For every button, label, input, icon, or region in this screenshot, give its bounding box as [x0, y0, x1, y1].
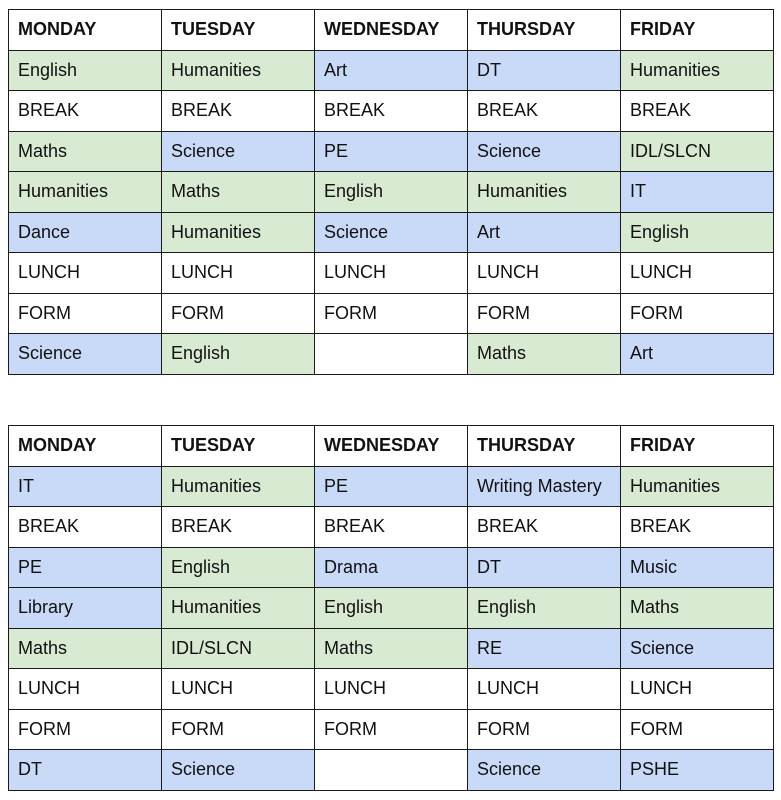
lesson-cell: Maths	[621, 588, 774, 629]
lesson-cell: FORM	[621, 709, 774, 750]
lesson-cell: Drama	[315, 547, 468, 588]
lesson-cell: RE	[468, 628, 621, 669]
lesson-cell: LUNCH	[9, 669, 162, 710]
lesson-cell: BREAK	[621, 507, 774, 548]
lesson-cell: Humanities	[468, 172, 621, 213]
lesson-cell: LUNCH	[621, 669, 774, 710]
lesson-cell: DT	[9, 750, 162, 791]
lesson-cell: FORM	[468, 709, 621, 750]
header-cell: TUESDAY	[162, 10, 315, 51]
lesson-cell: Science	[162, 131, 315, 172]
lesson-cell: BREAK	[468, 91, 621, 132]
table-row	[9, 709, 774, 750]
lesson-cell: English	[621, 212, 774, 253]
header-cell: FRIDAY	[621, 10, 774, 51]
header-row	[9, 10, 774, 51]
lesson-cell: Maths	[315, 628, 468, 669]
header-cell: THURSDAY	[468, 426, 621, 467]
timetable-1	[8, 9, 774, 375]
lesson-cell: FORM	[162, 709, 315, 750]
lesson-cell: Writing Mastery	[468, 466, 621, 507]
header-cell: MONDAY	[9, 426, 162, 467]
table-row	[9, 547, 774, 588]
lesson-cell: BREAK	[162, 507, 315, 548]
lesson-cell: LUNCH	[468, 669, 621, 710]
lesson-cell: BREAK	[621, 91, 774, 132]
lesson-cell: Humanities	[162, 588, 315, 629]
lesson-cell: FORM	[162, 293, 315, 334]
table-row	[9, 131, 774, 172]
header-row	[9, 426, 774, 467]
lesson-cell: FORM	[9, 709, 162, 750]
lesson-cell: Science	[315, 212, 468, 253]
lesson-cell: English	[468, 588, 621, 629]
lesson-cell: Maths	[9, 628, 162, 669]
lesson-cell: English	[162, 547, 315, 588]
lesson-cell: Dance	[9, 212, 162, 253]
lesson-cell: BREAK	[315, 507, 468, 548]
lesson-cell: LUNCH	[468, 253, 621, 294]
timetable-body	[9, 50, 774, 374]
lesson-cell: PE	[315, 466, 468, 507]
table-row	[9, 253, 774, 294]
lesson-cell: PE	[315, 131, 468, 172]
lesson-cell: BREAK	[9, 91, 162, 132]
table-row	[9, 50, 774, 91]
lesson-cell: Humanities	[9, 172, 162, 213]
lesson-cell: Maths	[9, 131, 162, 172]
lesson-cell: Humanities	[162, 466, 315, 507]
lesson-cell: LUNCH	[162, 669, 315, 710]
table-row	[9, 293, 774, 334]
lesson-cell: Maths	[162, 172, 315, 213]
lesson-cell: FORM	[621, 293, 774, 334]
table-row	[9, 91, 774, 132]
lesson-cell: Humanities	[162, 212, 315, 253]
lesson-cell: Humanities	[621, 466, 774, 507]
lesson-cell: DT	[468, 547, 621, 588]
lesson-cell: PSHE	[621, 750, 774, 791]
lesson-cell: English	[162, 334, 315, 375]
table-row	[9, 507, 774, 548]
lesson-cell: FORM	[468, 293, 621, 334]
header-cell: FRIDAY	[621, 426, 774, 467]
lesson-cell: LUNCH	[315, 669, 468, 710]
lesson-cell: IT	[621, 172, 774, 213]
lesson-cell: IDL/SLCN	[621, 131, 774, 172]
lesson-cell: IT	[9, 466, 162, 507]
table-row	[9, 669, 774, 710]
lesson-cell: FORM	[315, 293, 468, 334]
empty-cell	[315, 750, 468, 791]
lesson-cell: Science	[468, 131, 621, 172]
table-row	[9, 172, 774, 213]
lesson-cell: FORM	[9, 293, 162, 334]
header-cell: WEDNESDAY	[315, 10, 468, 51]
lesson-cell: English	[315, 172, 468, 213]
lesson-cell: IDL/SLCN	[162, 628, 315, 669]
empty-cell	[315, 334, 468, 375]
lesson-cell: LUNCH	[162, 253, 315, 294]
lesson-cell: Art	[315, 50, 468, 91]
lesson-cell: BREAK	[9, 507, 162, 548]
lesson-cell: Humanities	[162, 50, 315, 91]
lesson-cell: Humanities	[621, 50, 774, 91]
lesson-cell: LUNCH	[621, 253, 774, 294]
lesson-cell: BREAK	[162, 91, 315, 132]
lesson-cell: LUNCH	[9, 253, 162, 294]
lesson-cell: BREAK	[315, 91, 468, 132]
lesson-cell: Art	[621, 334, 774, 375]
timetable-body	[9, 466, 774, 790]
lesson-cell: Library	[9, 588, 162, 629]
table-row	[9, 588, 774, 629]
lesson-cell: Science	[162, 750, 315, 791]
lesson-cell: BREAK	[468, 507, 621, 548]
lesson-cell: PE	[9, 547, 162, 588]
lesson-cell: DT	[468, 50, 621, 91]
lesson-cell: FORM	[315, 709, 468, 750]
lesson-cell: LUNCH	[315, 253, 468, 294]
lesson-cell: Music	[621, 547, 774, 588]
header-cell: TUESDAY	[162, 426, 315, 467]
lesson-cell: English	[9, 50, 162, 91]
table-row	[9, 334, 774, 375]
lesson-cell: Maths	[468, 334, 621, 375]
table-row	[9, 466, 774, 507]
header-cell: THURSDAY	[468, 10, 621, 51]
header-cell: WEDNESDAY	[315, 426, 468, 467]
lesson-cell: Science	[468, 750, 621, 791]
lesson-cell: English	[315, 588, 468, 629]
table-row	[9, 750, 774, 791]
lesson-cell: Science	[9, 334, 162, 375]
lesson-cell: Art	[468, 212, 621, 253]
header-cell: MONDAY	[9, 10, 162, 51]
lesson-cell: Science	[621, 628, 774, 669]
table-row	[9, 212, 774, 253]
timetable-2	[8, 425, 774, 791]
table-row	[9, 628, 774, 669]
